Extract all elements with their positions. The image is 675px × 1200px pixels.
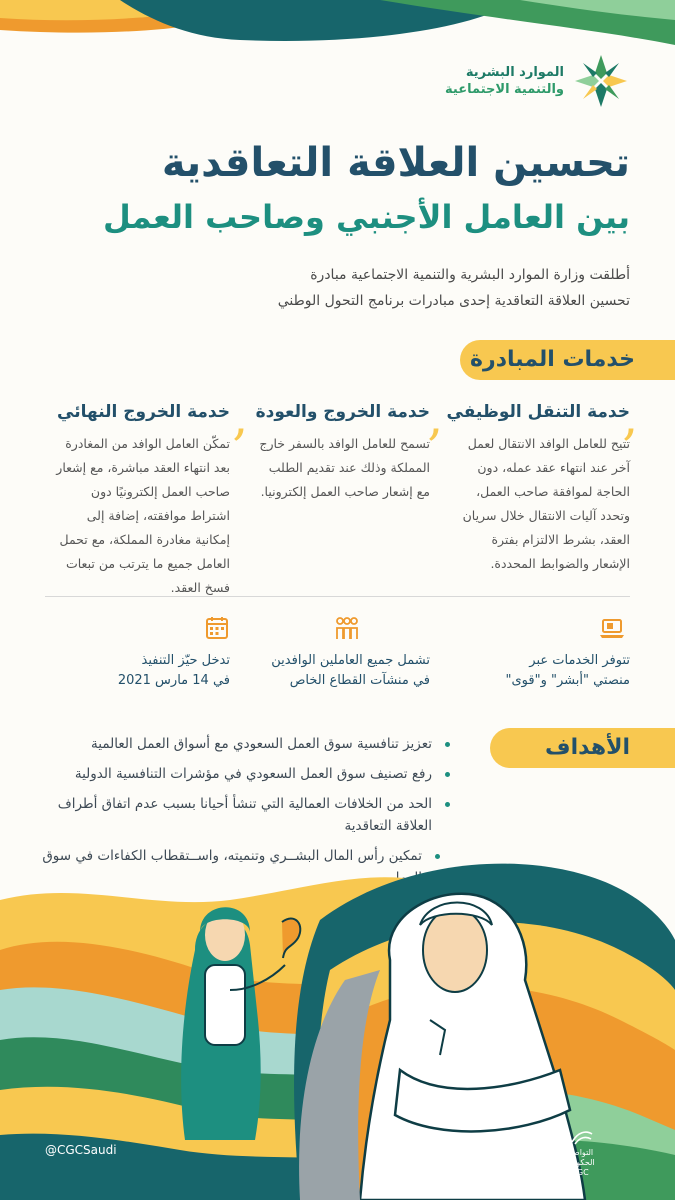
cgc-line-3: CGC	[571, 1168, 589, 1177]
laptop-icon	[599, 615, 625, 641]
intro-line-2: تحسين العلاقة التعاقدية إحدى مبادرات برنامج التحول الوطني	[277, 293, 630, 309]
service-body: تتيح للعامل الوافد الانتقال لعمل آخر عند انتهاء عقد عمله، دون الحاجة لموافقة صاحب العمل، وتحدد آليات الانتقال خلال سريان العقد، بشرط الالتزام بفترة الإشعار والضوابط المحددة.	[462, 436, 630, 571]
ministry-emblem-icon	[572, 52, 630, 110]
intro-line-1: أطلقت وزارة الموارد البشرية والتنمية الاجتماعية مبادرة	[310, 267, 630, 283]
calendar-icon	[204, 615, 230, 641]
cgc-line-1: التواصل	[566, 1148, 594, 1157]
logo-line-2: والتنمية الاجتماعية	[445, 82, 564, 97]
goal-item: تمكين رأس المال البشــري وتنميته، واســتقطاب الكفاءات في سوق	[40, 845, 440, 889]
page-title: تحسين العلاقة التعاقدية	[161, 140, 630, 186]
fact-line-2: منصتي "أبشر" و"قوى"	[505, 673, 630, 688]
people-icon	[334, 615, 360, 641]
service-body: تمكّن العامل الوافد من المغادرة بعد انتهاء العقد مباشرة، مع إشعار صاحب العمل إلكترونيًا دون اشتراط موافقته، إضافة إلى إمكانية مغادرة المملكة، مع تحمل العامل جميع ما يترتب من تبعات فسخ العقد.	[56, 436, 230, 595]
service-exit-reentry	[255, 402, 430, 504]
quote-mark-icon: ‚	[232, 388, 248, 446]
logo-line-1: الموارد البشرية	[465, 65, 564, 80]
goal-item: تعزيز تنافسية سوق العمل السعودي مع أسواق العمل العالمية	[40, 733, 450, 755]
fact-line-1: تشمل جميع العاملين الوافدين	[271, 653, 430, 668]
fact-line-1: تتوفر الخدمات عبر	[529, 653, 630, 668]
service-title: خدمة الخروج النهائي	[57, 402, 230, 422]
goal-item: الحد من الخلافات العمالية التي تنشأ أحيانا بسبب عدم اتفاق أطراف العلاقة التعاقدية	[40, 793, 450, 837]
cgc-logo-text	[555, 1148, 605, 1178]
goals-heading: الأهداف	[490, 728, 675, 768]
quote-mark-icon: ‚	[622, 388, 638, 446]
fact-line-1: تدخل حيّز التنفيذ	[141, 653, 230, 668]
fact-line-2: في 14 مارس 2021	[117, 673, 230, 688]
services-heading: خدمات المبادرة	[460, 340, 675, 380]
fact-platforms	[455, 615, 630, 691]
fact-line-2: في منشآت القطاع الخاص	[289, 673, 430, 688]
fact-coverage	[255, 615, 430, 691]
service-body: تسمح للعامل الوافد بالسفر خارج المملكة وذلك عند تقديم الطلب مع إشعار صاحب العمل إلكترونيا.	[259, 436, 430, 499]
section-divider	[45, 596, 630, 597]
cgc-line-2: الحكومي	[565, 1158, 595, 1167]
quote-mark-icon: ‚	[427, 388, 443, 446]
social-handle: @CGCSaudi	[45, 1143, 117, 1157]
intro-text	[110, 262, 630, 314]
page-subtitle: بين العامل الأجنبي وصاحب العمل	[102, 198, 630, 236]
goal-item: رفع تصنيف سوق العمل السعودي في مؤشرات التنافسية الدولية	[40, 763, 450, 785]
service-job-mobility	[446, 402, 630, 576]
service-final-exit	[55, 402, 230, 600]
cgc-logo-icon	[570, 1128, 594, 1146]
service-title: خدمة التنقل الوظيفي	[446, 402, 630, 422]
service-title: خدمة الخروج والعودة	[255, 402, 430, 422]
fact-effective-date	[55, 615, 230, 691]
